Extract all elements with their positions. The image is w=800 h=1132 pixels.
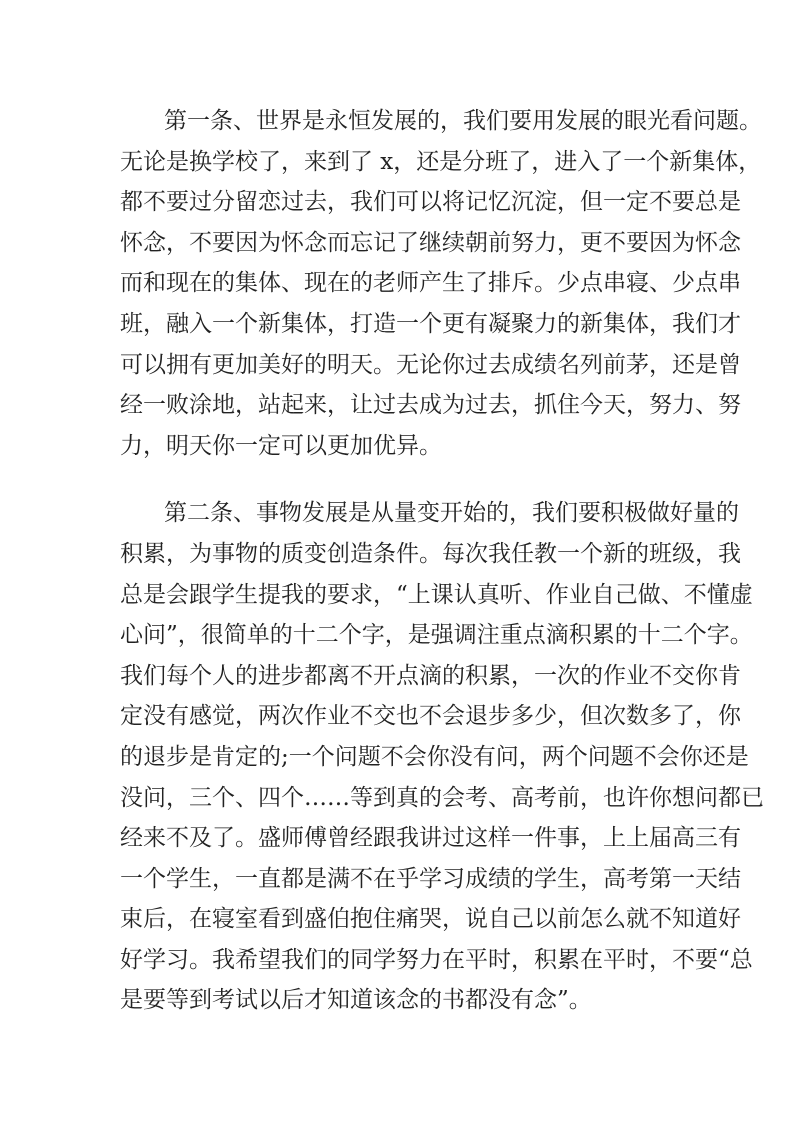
text-line: 力，明天你一定可以更加优异。 <box>120 432 442 459</box>
text-line: 怀念，不要因为怀念而忘记了继续朝前努力，更不要因为怀念 <box>120 229 741 256</box>
text-line: 好学习。我希望我们的同学努力在平时，积累在平时，不要“总 <box>120 946 753 973</box>
document-page <box>120 101 764 1021</box>
text-line: 心问”，很简单的十二个字，是强调注重点滴积累的十二个字。 <box>120 622 753 649</box>
text-line: 无论是换学校了，来到了 x，还是分班了，进入了一个新集体， <box>120 148 762 175</box>
text-line: 没问，三个、四个……等到真的会考、高考前，也许你想问都已 <box>120 784 764 811</box>
text-line: 而和现在的集体、现在的老师产生了排斥。少点串寝、少点串 <box>120 270 741 297</box>
paragraph-1 <box>120 101 762 466</box>
text-line: 是要等到考试以后才知道该念的书都没有念”。 <box>120 987 592 1014</box>
text-line: 第二条、事物发展是从量变开始的，我们要积极做好量的 <box>164 500 739 527</box>
text-line: 一个学生，一直都是满不在乎学习成绩的学生，高考第一天结 <box>120 865 741 892</box>
text-line: 第一条、世界是永恒发展的，我们要用发展的眼光看问题。 <box>164 108 762 134</box>
text-line: 的退步是肯定的;一个问题不会你没有问，两个问题不会你还是 <box>120 743 749 770</box>
text-line: 都不要过分留恋过去，我们可以将记忆沉淀，但一定不要总是 <box>120 189 741 216</box>
text-line: 可以拥有更加美好的明天。无论你过去成绩名列前茅，还是曾 <box>120 351 741 378</box>
paragraph-gap <box>120 466 692 493</box>
text-line: 经来不及了。盛师傅曾经跟我讲过这样一件事，上上届高三有 <box>120 825 741 852</box>
paragraph-2 <box>120 493 764 1021</box>
text-line: 束后，在寝室看到盛伯抱住痛哭，说自己以前怎么就不知道好 <box>120 906 741 933</box>
text-line: 积累，为事物的质变创造条件。每次我任教一个新的班级，我 <box>120 540 741 567</box>
text-line: 总是会跟学生提我的要求，“上课认真听、作业自己做、不懂虚 <box>120 581 753 608</box>
text-line: 定没有感觉，两次作业不交也不会退步多少，但次数多了，你 <box>120 703 741 730</box>
text-line: 我们每个人的进步都离不开点滴的积累，一次的作业不交你肯 <box>120 662 741 689</box>
text-line: 经一败涂地，站起来，让过去成为过去，抓住今天，努力、努 <box>120 392 741 419</box>
text-line: 班，融入一个新集体，打造一个更有凝聚力的新集体，我们才 <box>120 310 741 337</box>
